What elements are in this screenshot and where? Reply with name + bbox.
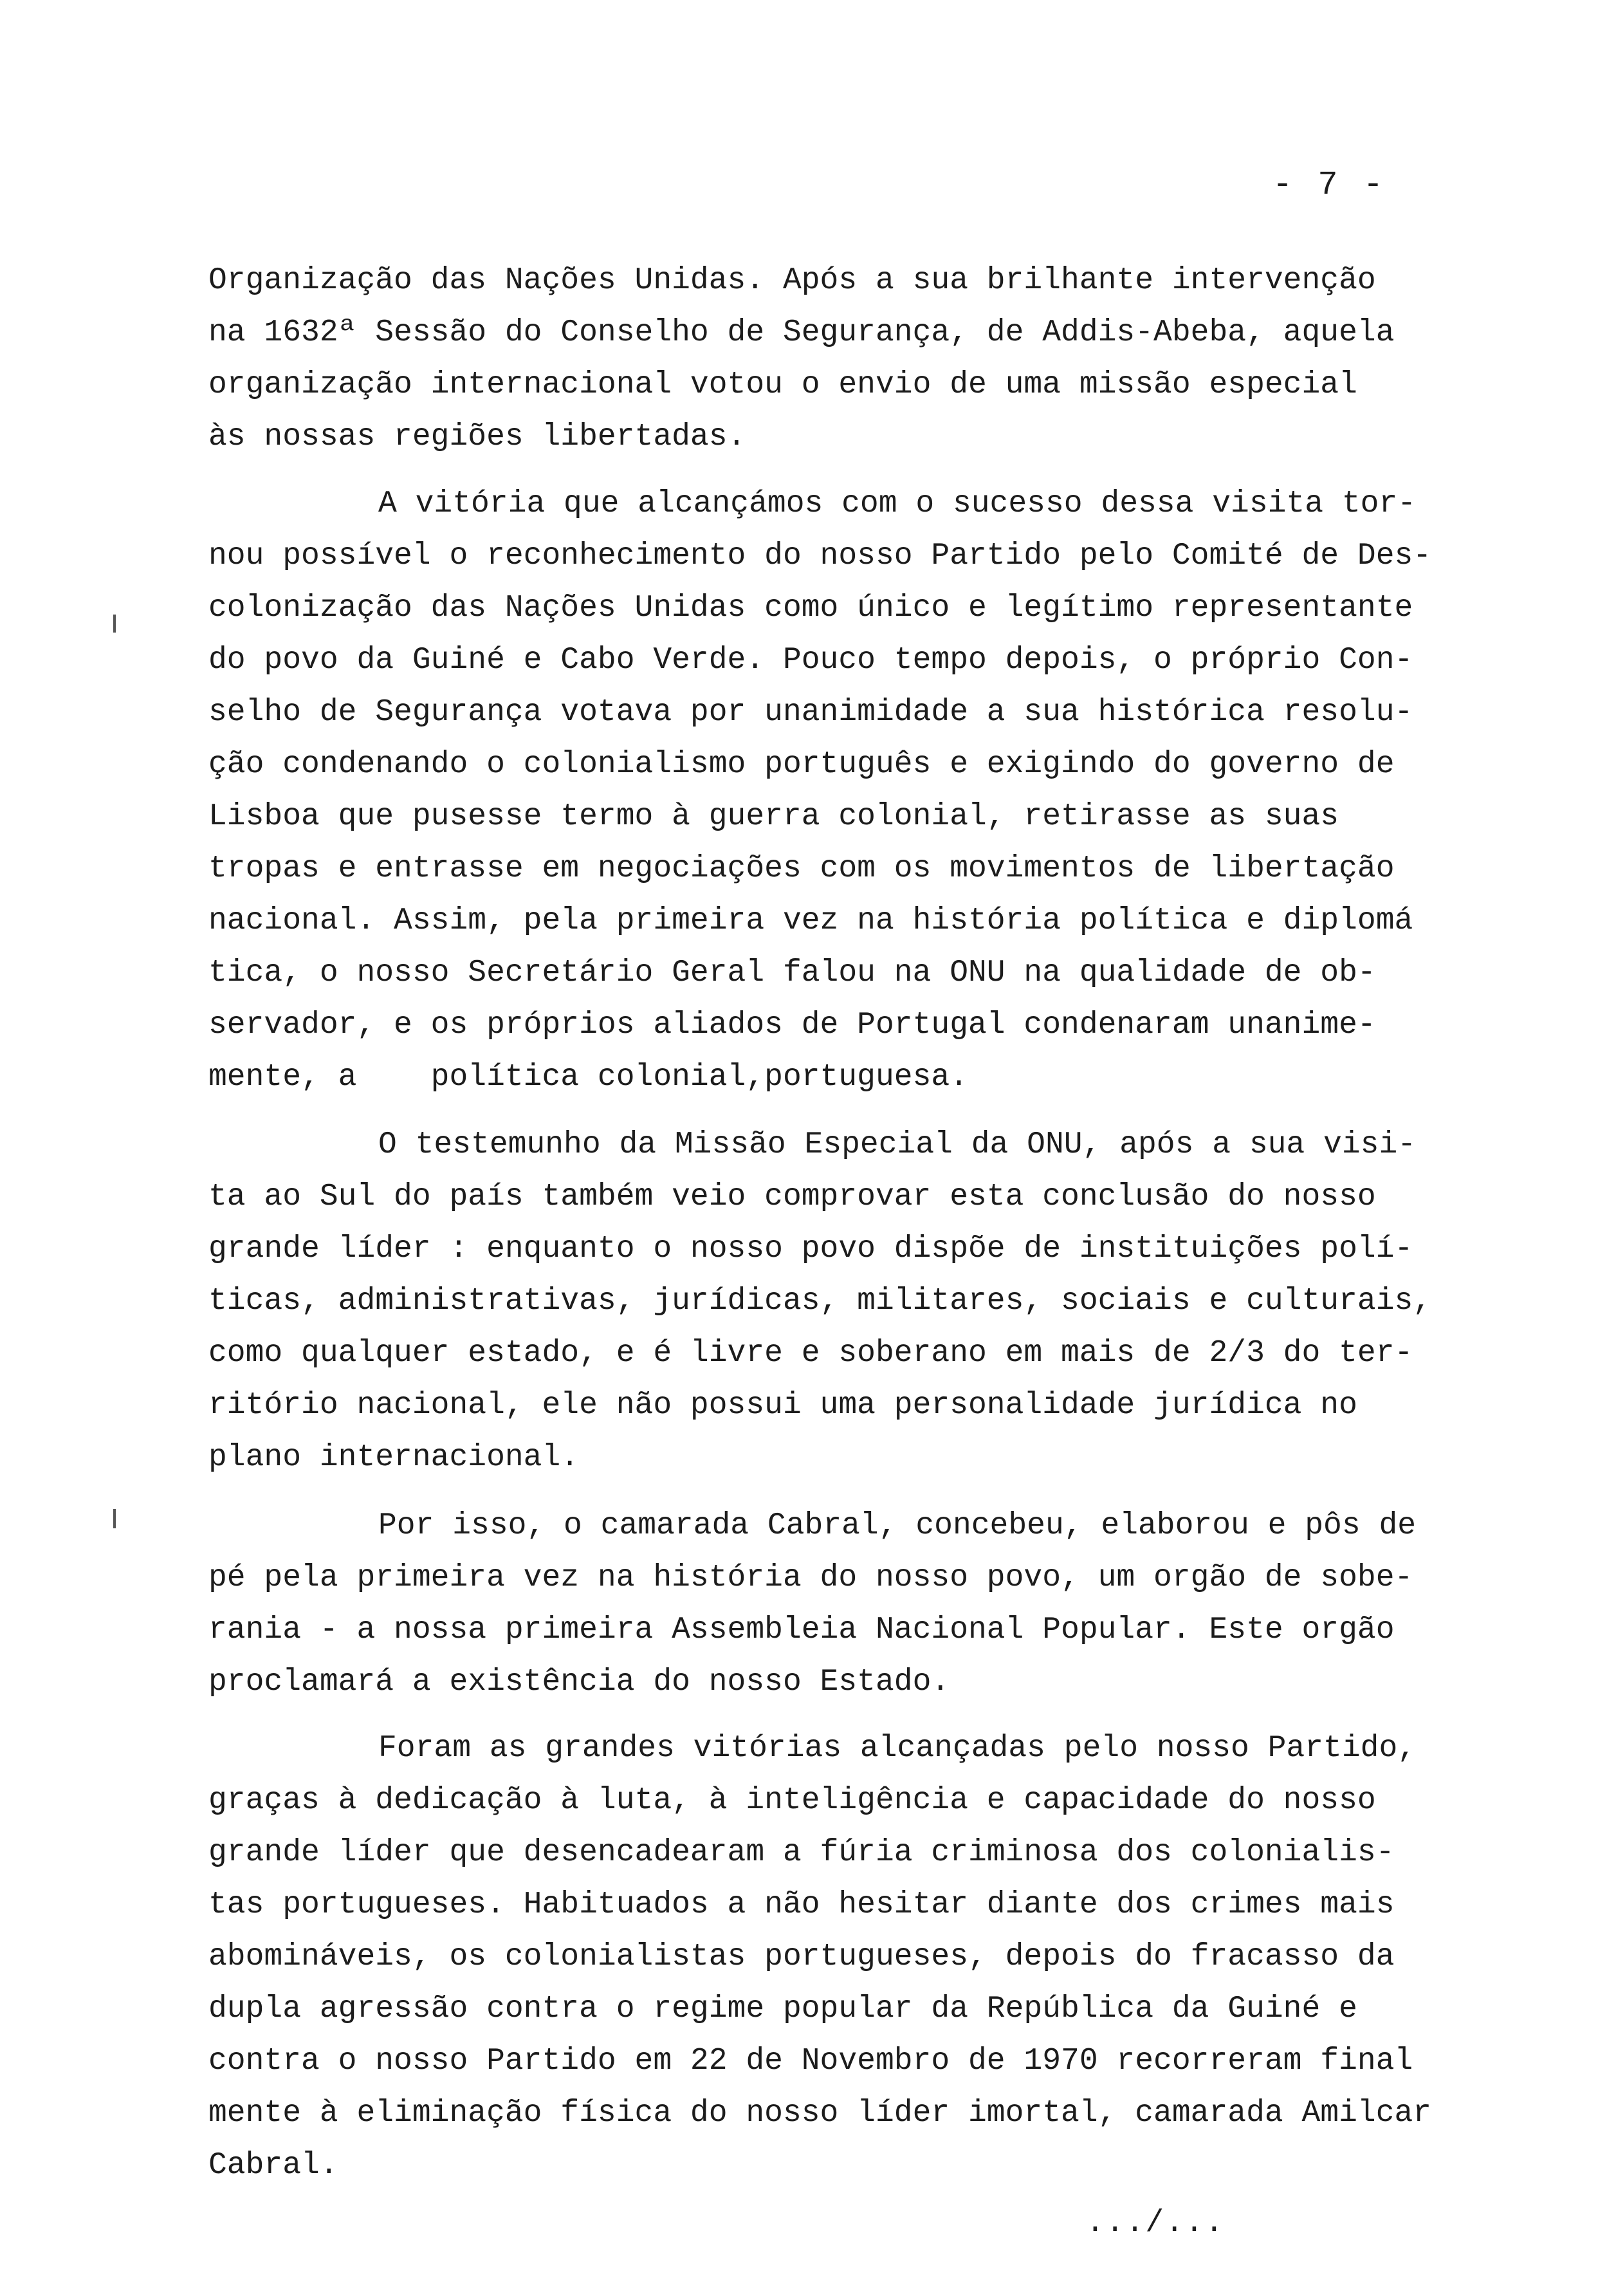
text-line: A vitória que alcançámos com o sucesso dessa visita tor- [378,486,1417,521]
text-line: mente, a política colonial,portuguesa. [208,1060,968,1095]
text-line: Lisboa que pusesse termo à guerra colonial, retirasse as suas [208,799,1339,834]
paragraph-3 [208,1119,1469,1484]
text-line: contra o nosso Partido em 22 de Novembro de 1970 recorreram final [208,2044,1413,2078]
text-line: organização internacional votou o envio de uma missão especial [208,367,1357,402]
text-line: colonização das Nações Unidas como único e legítimo representante [208,591,1413,625]
text-line: plano internacional. [208,1440,580,1475]
text-line: Cabral. [208,2148,338,2183]
text-line: na 1632ª Sessão do Conselho de Segurança, de Addis-Abeba, aquela [208,315,1395,350]
text-line: graças à dedicação à luta, à inteligência e capacidade do nosso [208,1783,1376,1818]
text-line: grande líder : enquanto o nosso povo dispõe de instituições polí- [208,1232,1413,1266]
text-line: ritório nacional, ele não possui uma personalidade jurídica no [208,1388,1357,1423]
continuation-marker: .../... [1086,2206,1225,2241]
text-line: Foram as grandes vitórias alcançadas pelo nosso Partido, [378,1731,1417,1766]
text-line: rania - a nossa primeira Assembleia Nacional Popular. Este orgão [208,1613,1395,1647]
paragraph-2 [208,478,1469,1104]
text-line: abomináveis, os colonialistas portugueses, depois do fracasso da [208,1940,1395,1974]
text-line: tropas e entrasse em negociações com os movimentos de libertação [208,851,1395,886]
text-line: proclamará a existência do nosso Estado. [208,1665,950,1699]
paragraph-5 [208,1723,1469,2192]
text-line: mente à eliminação física do nosso líder imortal, camarada Amilcar [208,2096,1432,2131]
text-line: ticas, administrativas, jurídicas, militares, sociais e culturais, [208,1284,1432,1319]
text-line: como qualquer estado, e é livre e soberano em mais de 2/3 do ter- [208,1336,1413,1371]
text-line: grande líder que desencadearam a fúria criminosa dos colonialis- [208,1835,1395,1870]
paragraph-1 [208,255,1469,463]
text-line: tica, o nosso Secretário Geral falou na ONU na qualidade de ob- [208,956,1376,990]
margin-mark [113,615,116,633]
text-line: Organização das Nações Unidas. Após a sua brilhante intervenção [208,263,1376,298]
page-number: - 7 - [1272,166,1386,204]
text-line: selho de Segurança votava por unanimidade a sua histórica resolu- [208,695,1413,730]
text-line: nou possível o reconhecimento do nosso Partido pelo Comité de Des- [208,539,1432,573]
text-line: ta ao Sul do país também veio comprovar esta conclusão do nosso [208,1180,1376,1214]
margin-mark [113,1509,116,1528]
text-line: servador, e os próprios aliados de Portugal condenaram unanime- [208,1008,1376,1042]
text-line: às nossas regiões libertadas. [208,420,746,454]
text-line: O testemunho da Missão Especial da ONU, após a sua visi- [378,1127,1417,1162]
text-line: do povo da Guiné e Cabo Verde. Pouco tempo depois, o próprio Con- [208,643,1413,678]
text-line: Por isso, o camarada Cabral, concebeu, elaborou e pôs de [378,1508,1417,1543]
text-line: tas portugueses. Habituados a não hesitar diante dos crimes mais [208,1887,1395,1922]
text-line: nacional. Assim, pela primeira vez na história política e diplomá [208,903,1413,938]
text-line: ção condenando o colonialismo português e exigindo do governo de [208,747,1395,782]
paragraph-4 [208,1500,1469,1708]
text-line: dupla agressão contra o regime popular da República da Guiné e [208,1992,1357,2026]
text-line: pé pela primeira vez na história do nosso povo, um orgão de sobe- [208,1560,1413,1595]
